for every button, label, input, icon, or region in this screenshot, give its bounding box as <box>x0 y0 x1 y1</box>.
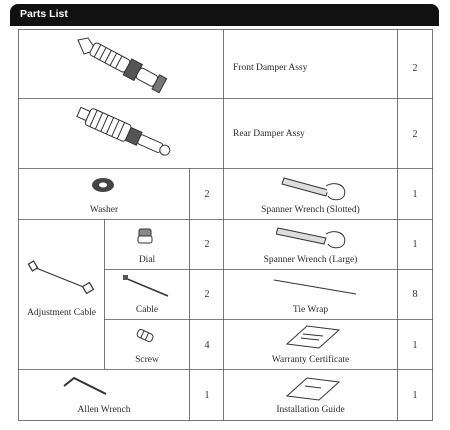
tie-wrap-icon <box>270 276 360 298</box>
adjustment-cable-name: Adjustment Cable <box>27 308 96 318</box>
allen-wrench-qty: 1 <box>204 390 210 401</box>
allen-wrench-name: Allen Wrench <box>77 405 131 415</box>
tie-wrap-qty: 8 <box>412 289 418 300</box>
spanner-large-name: Spanner Wrench (Large) <box>263 255 358 265</box>
installation-guide-document-icon <box>283 374 343 404</box>
warranty-name: Warranty Certificate <box>271 355 350 365</box>
screw-name: Screw <box>135 355 159 365</box>
rear-damper-icon <box>70 104 182 164</box>
dial-qty: 2 <box>204 239 210 250</box>
header-title: Parts List <box>20 8 68 20</box>
spanner-slotted-qty: 1 <box>412 189 418 200</box>
washer-icon <box>90 176 116 194</box>
rear-damper-qty: 2 <box>412 129 418 140</box>
front-damper-icon <box>70 34 180 96</box>
cable-name: Cable <box>135 305 159 315</box>
front-damper-qty: 2 <box>412 63 418 74</box>
warranty-document-icon <box>283 322 343 352</box>
adjustment-cable-icon <box>26 258 96 298</box>
install-guide-name: Installation Guide <box>276 405 345 415</box>
install-guide-qty: 1 <box>412 390 418 401</box>
washer-qty: 2 <box>204 189 210 200</box>
allen-wrench-icon <box>60 374 110 398</box>
front-damper-name: Front Damper Assy <box>233 63 308 73</box>
spanner-large-qty: 1 <box>412 239 418 250</box>
dial-icon <box>135 226 155 246</box>
cable-qty: 2 <box>204 289 210 300</box>
spanner-large-icon <box>276 224 350 252</box>
washer-name: Washer <box>89 205 119 215</box>
rear-damper-name: Rear Damper Assy <box>233 129 305 139</box>
dial-name: Dial <box>138 255 156 265</box>
cable-icon <box>122 274 172 300</box>
spanner-slotted-name: Spanner Wrench (Slotted) <box>261 205 360 215</box>
screw-qty: 4 <box>204 340 210 351</box>
screw-icon <box>134 326 158 346</box>
warranty-qty: 1 <box>412 340 418 351</box>
spanner-slotted-icon <box>280 172 350 202</box>
tie-wrap-name: Tie Wrap <box>292 305 329 315</box>
